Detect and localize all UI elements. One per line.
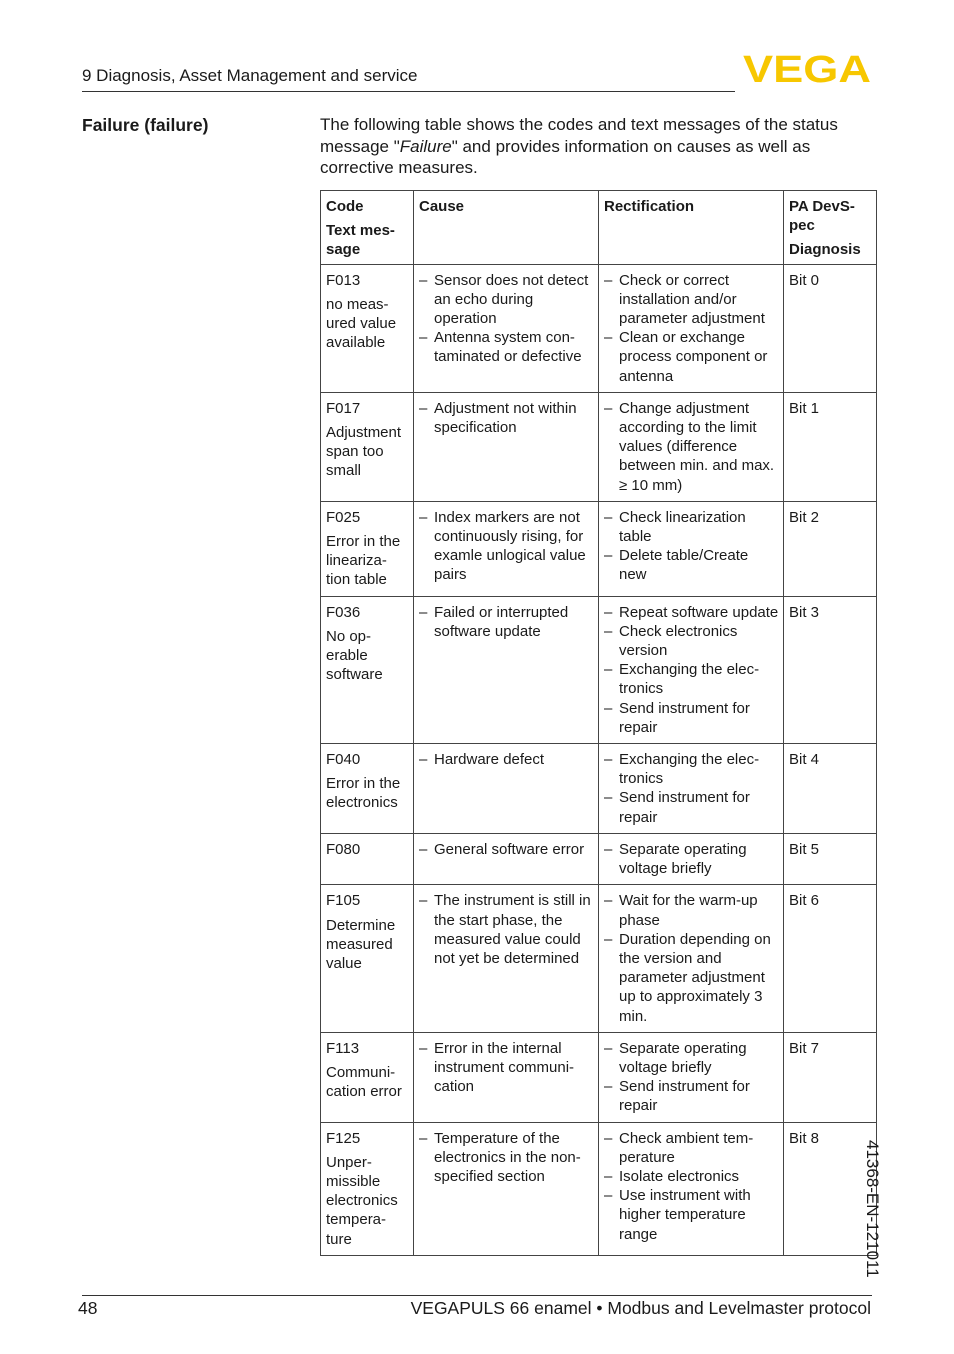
rectification-item: – Exchanging the elec- tronics [604, 750, 779, 788]
rectification-item: – Check electronics version [604, 622, 779, 660]
cause-cell [414, 833, 599, 884]
cause-item: – Antenna system con- taminated or defective [419, 328, 594, 366]
rectification-item: – Use instrument with higher temperature range [604, 1186, 779, 1244]
error-message: Unper- missible electronics tempera- ture [326, 1153, 398, 1248]
cause-list [419, 840, 594, 859]
error-message: Communi- cation error [326, 1063, 402, 1101]
cause-cell [414, 501, 599, 596]
cause-item: – Temperature of the electronics in the non- specified section [419, 1129, 594, 1187]
rectification-list [604, 891, 779, 1025]
code-cell [321, 264, 414, 392]
code-cell [321, 392, 414, 501]
error-code: F017 [326, 399, 361, 417]
error-code: F040 [326, 751, 361, 769]
diagnosis-cell: Bit 1 [784, 392, 877, 501]
table-row [321, 596, 877, 743]
table-body [321, 264, 877, 1255]
code-cell [321, 501, 414, 596]
header-cause [414, 191, 599, 265]
table-row [321, 744, 877, 834]
rectification-cell [599, 833, 784, 884]
rectification-list [604, 1039, 779, 1116]
table-row [321, 885, 877, 1032]
table-row [321, 1122, 877, 1255]
diagnosis-cell: Bit 0 [784, 264, 877, 392]
intro-text-end: " and provides information on causes as well as corrective measures. [320, 136, 811, 177]
header-divider [82, 91, 735, 92]
rectification-list [604, 840, 779, 878]
chapter-title: 9 Diagnosis, Asset Management and service [82, 66, 418, 85]
diagnosis-cell: Bit 8 [784, 1122, 877, 1255]
intro-paragraph [320, 114, 875, 179]
error-code: F025 [326, 508, 361, 526]
cause-cell [414, 392, 599, 501]
header-line: PA DevS- pec [789, 198, 855, 235]
rectification-cell [599, 1122, 784, 1255]
rectification-item: – Delete table/Create new [604, 546, 779, 584]
diagnosis-cell: Bit 5 [784, 833, 877, 884]
rectification-item: – Send instrument for repair [604, 788, 779, 826]
intro-text-emphasis: Failure [399, 136, 452, 156]
error-code: F080 [326, 840, 361, 858]
code-cell [321, 1122, 414, 1255]
rectification-item: – Send instrument for repair [604, 1077, 779, 1115]
rectification-cell [599, 392, 784, 501]
rectification-list [604, 508, 779, 585]
rectification-list [604, 399, 779, 495]
rectification-list [604, 750, 779, 827]
error-message: Error in the electronics [326, 775, 401, 812]
cause-list [419, 271, 594, 367]
footer-product-title: VEGAPULS 66 enamel • Modbus and Levelmaster protocol [410, 1298, 871, 1318]
table-row [321, 833, 877, 884]
rectification-cell [599, 501, 784, 596]
error-code: F125 [326, 1129, 361, 1147]
cause-item: – General software error [419, 840, 594, 859]
diagnosis-cell: Bit 3 [784, 596, 877, 743]
diagnosis-cell: Bit 7 [784, 1032, 877, 1122]
error-message: Determine measured value [326, 916, 396, 972]
rectification-item: – Wait for the warm-up phase [604, 891, 779, 929]
table-row [321, 264, 877, 392]
cause-item: – Error in the internal instrument communi- cation [419, 1039, 594, 1097]
cause-item: – The instrument is still in the start phase, the measured value could not yet be determined [419, 891, 594, 968]
rectification-cell [599, 264, 784, 392]
diagnosis-cell: Bit 2 [784, 501, 877, 596]
vega-logo [742, 52, 872, 84]
rectification-item: – Check linearization table [604, 508, 779, 546]
cause-item: – Index markers are not continuously rising, for examle unlogical value pairs [419, 508, 594, 585]
page-number: 48 [78, 1298, 98, 1318]
rectification-item: – Clean or exchange process component or antenna [604, 328, 779, 386]
error-code: F013 [326, 271, 361, 289]
rectification-item: – Duration depending on the version and parameter adjustment up to approximately 3 min. [604, 930, 779, 1026]
rectification-list [604, 1129, 779, 1244]
cause-list [419, 603, 594, 641]
rectification-list [604, 271, 779, 386]
cause-cell [414, 1032, 599, 1122]
header-line: Code [326, 198, 364, 215]
header-line: Text mes- sage [326, 222, 395, 259]
rectification-item: – Check or correct installation and/or parameter adjustment [604, 271, 779, 329]
code-cell [321, 885, 414, 1032]
rectification-item: – Send instrument for repair [604, 699, 779, 737]
rectification-cell [599, 1032, 784, 1122]
code-cell [321, 596, 414, 743]
header-code [321, 191, 414, 265]
rectification-item: – Isolate electronics [604, 1167, 779, 1186]
intro-text-start: The following table shows the codes and text messages of the status message " [320, 115, 838, 156]
cause-item: – Failed or interrupted software update [419, 603, 594, 641]
cause-list [419, 1039, 594, 1097]
header-line: Rectification [604, 198, 695, 215]
table-row [321, 1032, 877, 1122]
cause-list [419, 399, 594, 437]
error-message: Error in the lineariza- tion table [326, 533, 401, 589]
cause-cell [414, 885, 599, 1032]
error-message: no meas- ured value available [326, 295, 397, 352]
table-row [321, 501, 877, 596]
rectification-cell [599, 744, 784, 834]
document-id-label [863, 1140, 908, 1290]
error-message: No op- erable software [326, 627, 383, 684]
cause-item: – Hardware defect [419, 750, 594, 769]
header-line: Cause [419, 198, 465, 215]
cause-cell [414, 744, 599, 834]
code-cell [321, 744, 414, 834]
header-line: Diagnosis [789, 241, 861, 259]
table-row [321, 392, 877, 501]
code-cell [321, 1032, 414, 1122]
failure-codes-table [320, 190, 877, 1256]
diagnosis-cell: Bit 4 [784, 744, 877, 834]
rectification-cell [599, 596, 784, 743]
rectification-item: – Change adjustment according to the limit values (difference between min. and max. ≥ 10 mm) [604, 399, 779, 495]
cause-item: – Sensor does not detect an echo during operation [419, 271, 594, 329]
table-header-row [321, 191, 877, 265]
error-code: F113 [326, 1039, 360, 1057]
rectification-item: – Check ambient tem- perature [604, 1129, 779, 1167]
section-heading: Failure (failure) [82, 115, 209, 135]
error-code: F105 [326, 892, 361, 910]
cause-list [419, 508, 594, 585]
rectification-item: – Repeat software update [604, 603, 779, 622]
rectification-item: – Separate operating voltage briefly [604, 1039, 779, 1077]
cause-list [419, 1129, 594, 1187]
cause-list [419, 750, 594, 769]
cause-list [419, 891, 594, 968]
cause-cell [414, 1122, 599, 1255]
vega-logo-text: VEGA [743, 52, 871, 84]
header-diagnosis [784, 191, 877, 265]
rectification-list [604, 603, 779, 737]
error-message: Adjustment span too small [326, 424, 402, 480]
cause-cell [414, 596, 599, 743]
document-id-text: 41368-EN-121011 [863, 1140, 882, 1278]
cause-cell [414, 264, 599, 392]
rectification-cell [599, 885, 784, 1032]
header-rectification [599, 191, 784, 265]
rectification-item: – Exchanging the elec- tronics [604, 660, 779, 698]
error-code: F036 [326, 603, 361, 621]
diagnosis-cell: Bit 6 [784, 885, 877, 1032]
cause-item: – Adjustment not within specification [419, 399, 594, 437]
rectification-item: – Separate operating voltage briefly [604, 840, 779, 878]
code-cell [321, 833, 414, 884]
footer-divider [82, 1295, 872, 1296]
